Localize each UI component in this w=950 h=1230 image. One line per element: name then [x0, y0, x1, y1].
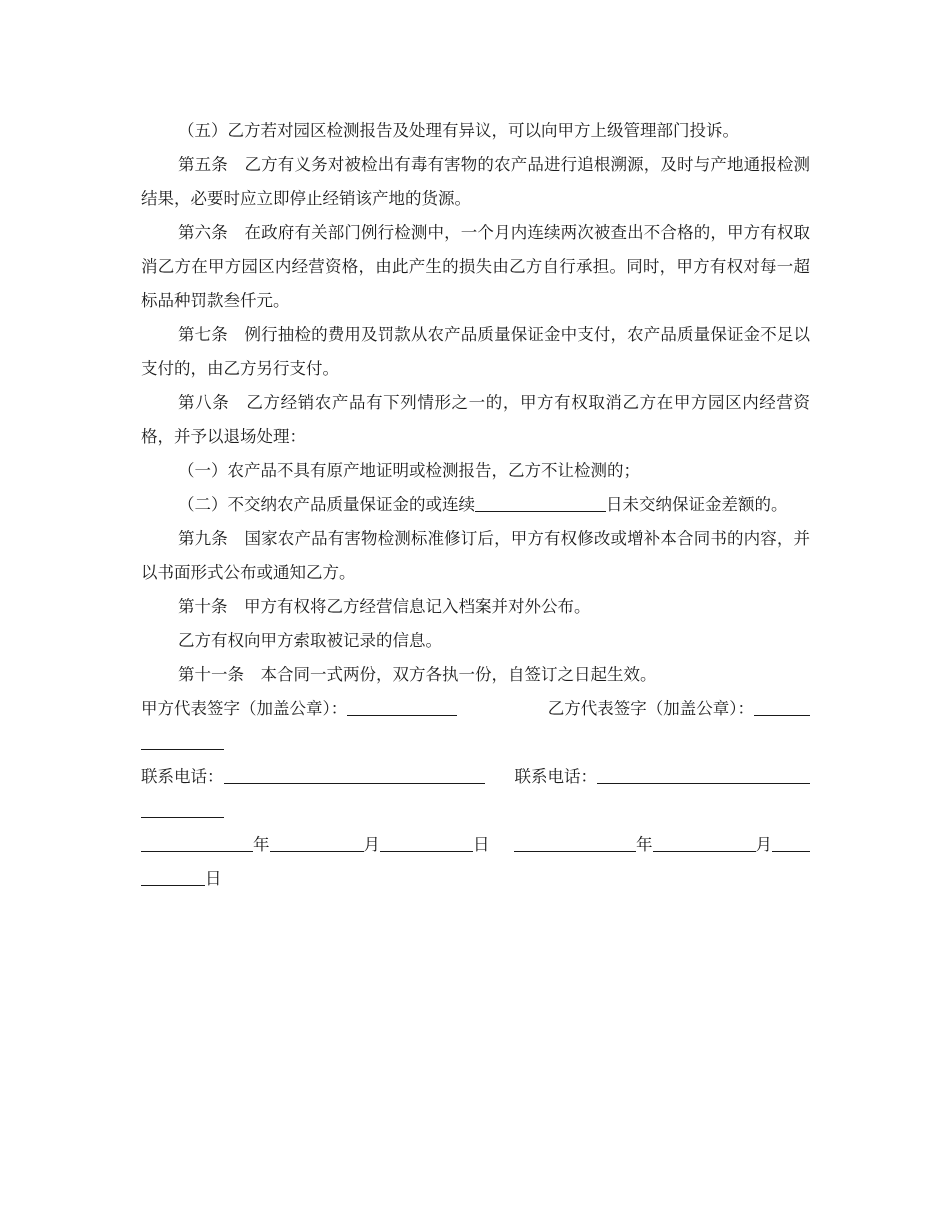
party-b-day-blank — [772, 831, 810, 852]
party-b-phone-blank — [597, 763, 810, 784]
party-a-sign-blank — [347, 695, 457, 716]
party-a-signature — [141, 692, 457, 726]
party-b-day-blank-cont — [141, 865, 205, 886]
party-a-day-label: 日 — [473, 835, 490, 854]
party-a-year-blank — [141, 831, 253, 852]
party-b-date — [514, 828, 810, 862]
party-b-sign-blank — [754, 695, 810, 716]
phone-row-continuation — [141, 794, 810, 828]
party-b-day-label: 日 — [205, 869, 222, 888]
signature-row — [141, 692, 810, 726]
article-10-note: 乙方有权向甲方索取被记录的信息。 — [178, 631, 442, 650]
party-a-phone-label: 联系电话： — [141, 767, 224, 786]
article-8: 第八条 乙方经销农产品有下列情形之一的，甲方有权取消乙方在甲方园区内经营资格，并予以退场处理： — [141, 393, 810, 446]
party-a-month-blank — [270, 831, 364, 852]
party-b-phone-blank-cont — [141, 797, 224, 818]
contract-page — [141, 114, 810, 896]
article-9: 第九条 国家农产品有害物检测标准修订后，甲方有权修改或增补本合同书的内容，并以书面形式公布或通知乙方。 — [141, 529, 810, 582]
party-b-year-label: 年 — [636, 835, 653, 854]
party-a-month-label: 月 — [363, 835, 380, 854]
party-a-phone-blank — [224, 763, 485, 784]
article-10: 第十条 甲方有权将乙方经营信息记入档案并对外公布。 — [178, 597, 591, 616]
article-6: 第六条 在政府有关部门例行检测中，一个月内连续两次被查出不合格的，甲方有权取消乙方在甲方园区内经营资格，由此产生的损失由乙方自行承担。同时，甲方有权对每一超标品种罚款叁仟元。 — [141, 223, 810, 310]
party-b-signature — [548, 692, 810, 726]
date-row — [141, 828, 810, 862]
party-b-sign-label: 乙方代表签字（加盖公章）： — [547, 699, 754, 718]
signature-row-continuation — [141, 726, 810, 760]
article-8-item-2-tail: 日未交纳保证金差额的。 — [606, 495, 788, 514]
party-b-phone — [515, 760, 811, 794]
article-8-item-1: （一）农产品不具有原产地证明或检测报告，乙方不让检测的； — [178, 461, 640, 480]
article-7: 第七条 例行抽检的费用及罚款从农产品质量保证金中支付，农产品质量保证金不足以支付的，由乙方另行支付。 — [141, 325, 810, 378]
party-b-year-blank — [514, 831, 636, 852]
article-8-item-2 — [141, 488, 810, 522]
article-5: 第五条 乙方有义务对被检出有毒有害物的农产品进行追根溯源，及时与产地通报检测结果，必要时应立即停止经销该产地的货源。 — [141, 155, 810, 208]
clause-5-item: （五）乙方若对园区检测报告及处理有异议，可以向甲方上级管理部门投诉。 — [178, 121, 739, 140]
party-b-sign-blank-cont — [141, 729, 224, 750]
party-a-year-label: 年 — [253, 835, 270, 854]
party-b-phone-label: 联系电话： — [514, 767, 597, 786]
phone-row — [141, 760, 810, 794]
date-row-continuation — [141, 862, 810, 896]
party-a-phone — [141, 760, 485, 794]
article-8-item-2-text: （二）不交纳农产品质量保证金的或连续 — [178, 495, 475, 514]
party-a-day-blank — [380, 831, 473, 852]
party-b-month-blank — [653, 831, 756, 852]
party-a-sign-label: 甲方代表签字（加盖公章）： — [141, 699, 348, 718]
party-a-date — [141, 828, 490, 862]
article-11: 第十一条 本合同一式两份，双方各执一份，自签订之日起生效。 — [178, 665, 657, 684]
party-b-month-label: 月 — [755, 835, 772, 854]
days-blank — [475, 491, 606, 512]
